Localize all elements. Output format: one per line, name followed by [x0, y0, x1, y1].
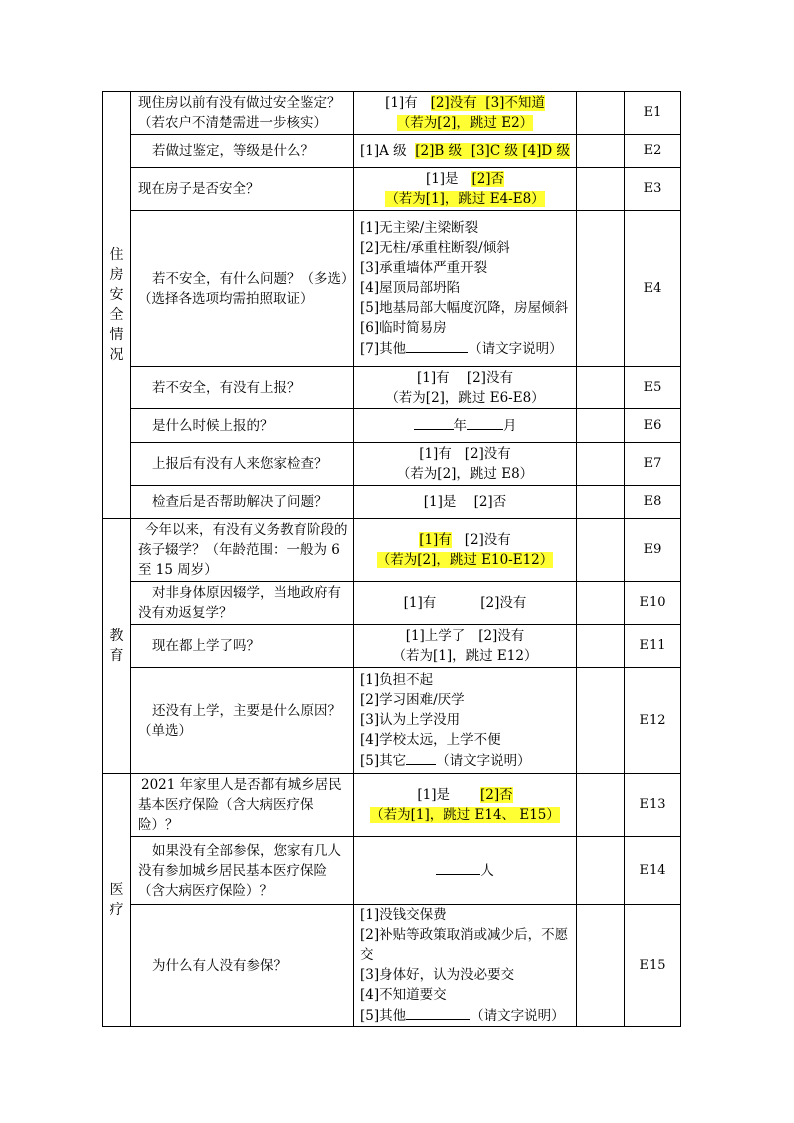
table-row [103, 211, 681, 367]
question-code: E5 [625, 367, 681, 409]
answer-cell: [1]有 [2]没有 （若为[2]，跳过 E10-E12） [354, 519, 577, 582]
question-cell: 为什么有人没有参保？ [131, 905, 354, 1027]
blank-cell[interactable] [577, 367, 625, 409]
blank-cell[interactable] [577, 168, 625, 211]
section-education-label: 教育 [103, 519, 131, 774]
question-code: E4 [625, 211, 681, 367]
question-cell: 若做过鉴定，等级是什么？ [131, 135, 354, 168]
question-cell: 上报后有没有人来您家检查？ [131, 443, 354, 486]
question-code: E10 [625, 582, 681, 625]
table-row [103, 519, 681, 582]
question-code: E3 [625, 168, 681, 211]
question-cell: 是什么时候上报的？ [131, 409, 354, 443]
table-row [103, 92, 681, 135]
table-row [103, 582, 681, 625]
question-cell: 检查后是否帮助解决了问题？ [131, 486, 354, 519]
blank-cell[interactable] [577, 582, 625, 625]
question-cell: 现在都上学了吗？ [131, 625, 354, 668]
section-housing-label: 住房安全情况 [103, 92, 131, 519]
question-code: E11 [625, 625, 681, 668]
answer-cell: [1]有 [2]没有 [3]不知道 （若为[2]，跳过 E2） [354, 92, 577, 135]
table-row [103, 905, 681, 1027]
blank-cell[interactable] [577, 625, 625, 668]
answer-cell: [1]上学了 [2]没有 （若为[1]，跳过 E12） [354, 625, 577, 668]
question-code: E8 [625, 486, 681, 519]
question-code: E12 [625, 668, 681, 774]
blank-cell[interactable] [577, 774, 625, 837]
answer-cell: [1]无主梁/主梁断裂 [2]无柱/承重柱断裂/倾斜 [3]承重墙体严重开裂 [4]屋顶局部坍陷 [5]地基局部大幅度沉降，房屋倾斜 [6]临时简易房 [7]其他 （请文字说明） [354, 211, 577, 367]
answer-cell: [1]是 [2]否 [354, 486, 577, 519]
answer-cell: [1]有 [2]没有 （若为[2]，跳过 E8） [354, 443, 577, 486]
blank-cell[interactable] [577, 409, 625, 443]
question-code: E7 [625, 443, 681, 486]
blank-cell[interactable] [577, 668, 625, 774]
answer-cell: [1]负担不起 [2]学习困难/厌学 [3]认为上学没用 [4]学校太远，上学不便 [5]其它 （请文字说明） [354, 668, 577, 774]
table-row [103, 443, 681, 486]
question-code: E2 [625, 135, 681, 168]
question-code: E9 [625, 519, 681, 582]
question-cell: 2021 年家里人是否都有城乡居民 基本医疗保险（含大病医疗保 险）？ [131, 774, 354, 837]
question-cell: 如果没有全部参保，您家有几人 没有参加城乡居民基本医疗保险 （含大病医疗保险）？ [131, 837, 354, 905]
answer-cell: [1]没钱交保费 [2]补贴等政策取消或减少后，不愿交 [3]身体好，认为没必要交 [4]不知道要交 [5]其他 （请文字说明） [354, 905, 577, 1027]
answer-cell: [1]A 级 [2]B 级 [3]C 级 [4]D 级 [354, 135, 577, 168]
blank-cell[interactable] [577, 443, 625, 486]
table-row [103, 168, 681, 211]
answer-cell: [1]是 [2]否 （若为[1]，跳过 E14、 E15） [354, 774, 577, 837]
section-medical-label: 医疗 [103, 774, 131, 1027]
question-code: E6 [625, 409, 681, 443]
table-row [103, 409, 681, 443]
blank-cell[interactable] [577, 905, 625, 1027]
question-code: E15 [625, 905, 681, 1027]
answer-cell: 人 [354, 837, 577, 905]
question-code: E1 [625, 92, 681, 135]
survey-table [102, 91, 681, 1027]
table-row [103, 625, 681, 668]
question-cell: 还没有上学，主要是什么原因？ （单选） [131, 668, 354, 774]
answer-cell: [1]是 [2]否 （若为[1]，跳过 E4-E8） [354, 168, 577, 211]
answer-cell: [1]有 [2]没有 （若为[2]，跳过 E6-E8） [354, 367, 577, 409]
table-row [103, 668, 681, 774]
blank-cell[interactable] [577, 92, 625, 135]
question-cell: 现在房子是否安全？ [131, 168, 354, 211]
table-row [103, 486, 681, 519]
blank-cell[interactable] [577, 519, 625, 582]
question-cell: 若不安全，有没有上报？ [131, 367, 354, 409]
table-row [103, 367, 681, 409]
answer-cell: [1]有 [2]没有 [354, 582, 577, 625]
table-row [103, 135, 681, 168]
blank-cell[interactable] [577, 486, 625, 519]
question-code: E13 [625, 774, 681, 837]
blank-cell[interactable] [577, 211, 625, 367]
blank-cell[interactable] [577, 837, 625, 905]
table-row [103, 837, 681, 905]
question-code: E14 [625, 837, 681, 905]
question-cell: 现住房以前有没有做过安全鉴定？ （若农户不清楚需进一步核实） [131, 92, 354, 135]
blank-cell[interactable] [577, 135, 625, 168]
question-cell: 对非身体原因辍学，当地政府有 没有劝返复学？ [131, 582, 354, 625]
table-row [103, 774, 681, 837]
answer-cell: 年 月 [354, 409, 577, 443]
question-cell: 若不安全，有什么问题？（多选） （选择各选项均需拍照取证） [131, 211, 354, 367]
question-cell: 今年以来，有没有义务教育阶段的 孩子辍学？（年龄范围：一般为 6 至 15 周岁） [131, 519, 354, 582]
